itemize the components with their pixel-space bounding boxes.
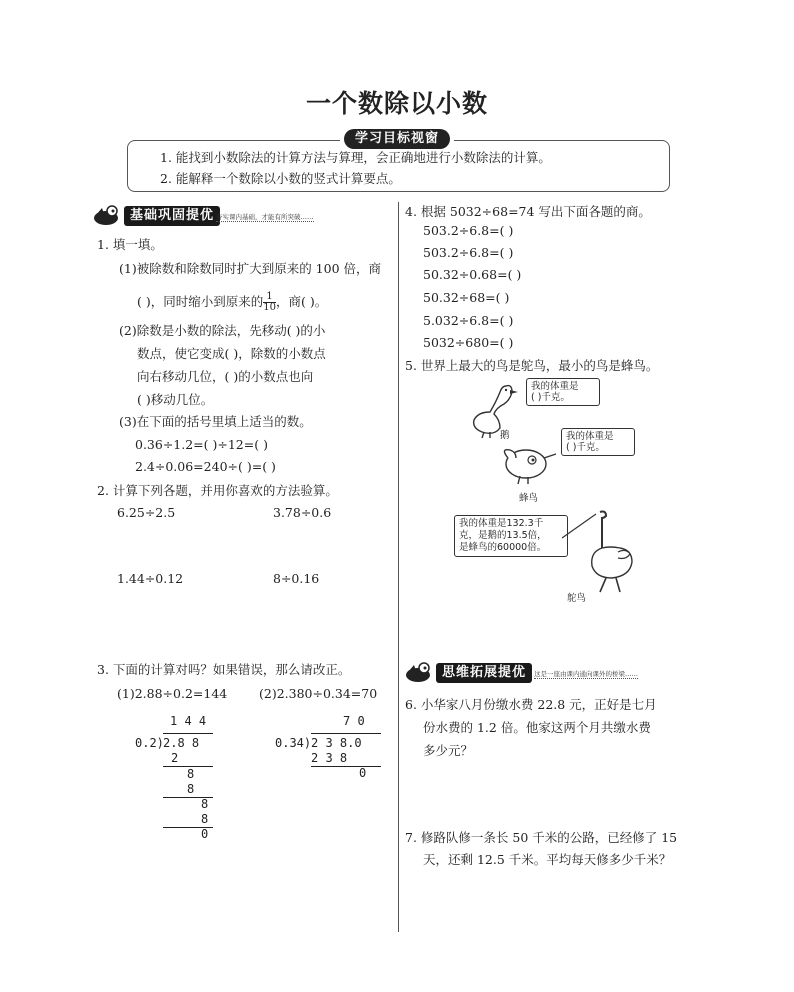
- division-step: 0: [359, 766, 367, 780]
- division-rule: [311, 766, 381, 767]
- division-step: 0: [201, 827, 209, 841]
- bubble-line: 是蜂鸟的60000倍。: [459, 542, 547, 553]
- q4-item: 5.032÷6.8=( ): [423, 313, 514, 328]
- division-quotient: 1 4 4: [170, 714, 207, 728]
- division-divisor: 0.2): [135, 736, 164, 750]
- goal-item: 1. 能找到小数除法的计算方法与算理，会正确地进行小数除法的计算。: [160, 150, 551, 165]
- division-step: 2 3 8: [311, 751, 348, 765]
- column-divider: [398, 202, 399, 932]
- division-bar: [163, 733, 213, 734]
- fraction-numerator: 1: [263, 292, 276, 303]
- bubble-line: 我的体重是: [566, 431, 614, 442]
- question-4-title: 4. 根据 5032÷68=74 写出下面各题的商。: [405, 204, 651, 219]
- q1-part3-line: (3)在下面的括号里填上适当的数。: [119, 414, 312, 429]
- question-6-line: 份水费的 1.2 倍。他家这两个月共缴水费: [423, 720, 651, 735]
- page-title: 一个数除以小数: [305, 89, 488, 118]
- q1-part3-equation: 0.36÷1.2=( )÷12=( ): [135, 437, 268, 452]
- q2-item: 1.44÷0.12: [117, 571, 184, 586]
- question-6-line: 多少元？: [423, 743, 474, 758]
- division-bar: [311, 733, 381, 734]
- goal-item: 2. 能解释一个数除以小数的竖式计算要点。: [160, 171, 401, 186]
- ostrich-speech-bubble: [454, 515, 568, 557]
- division-dividend: 2.8 8: [163, 736, 200, 750]
- q3-item-a: (1)2.88÷0.2=144: [117, 686, 228, 701]
- hummingbird-illustration: [498, 440, 558, 488]
- division-step: 8: [201, 812, 209, 826]
- bubble-line: ( )千克。: [531, 392, 570, 403]
- division-divisor: 0.34): [275, 736, 312, 750]
- section-title: 思维拓展提优: [436, 663, 532, 683]
- mascot-icon: [404, 662, 436, 684]
- q1-part2-line: 向右移动几位，( )的小数点也向: [137, 369, 314, 384]
- division-dividend: 2 3 8.0: [311, 736, 362, 750]
- q1-part2-line: (2)除数是小数的除法，先移动( )的小: [119, 323, 326, 338]
- fraction-denominator: 10: [263, 302, 276, 313]
- bubble-line: ( )千克。: [566, 442, 605, 453]
- q2-item: 3.78÷0.6: [273, 505, 332, 520]
- q4-item: 503.2÷6.8=( ): [423, 245, 514, 260]
- q2-item: 8÷0.16: [273, 571, 320, 586]
- goose-label: 鹅: [500, 430, 510, 441]
- q1-part3-equation: 2.4÷0.06=240÷( )=( ): [135, 459, 276, 474]
- q4-item: 5032÷680=( ): [423, 335, 514, 350]
- bubble-line: 我的体重是132.3千: [459, 518, 544, 529]
- q4-item: 50.32÷68=( ): [423, 290, 510, 305]
- q1-part2-line: ( )移动几位。: [137, 392, 214, 407]
- q1-part1-line: (1)被除数和除数同时扩大到原来的 100 倍，商: [119, 261, 382, 276]
- division-step: 8: [187, 767, 195, 781]
- goose-illustration: [466, 380, 526, 440]
- fraction: [263, 292, 276, 313]
- q1-part2-line: 数点，使它变成( )，除数的小数点: [137, 346, 326, 361]
- goals-badge-label: 学习目标视窗: [344, 129, 450, 149]
- question-5-title: 5. 世界上最大的鸟是鸵鸟，最小的鸟是蜂鸟。: [405, 358, 659, 373]
- question-3-title: 3. 下面的计算对吗？如果错误，那么请改正。: [97, 662, 351, 677]
- section-title: 基础巩固提优: [124, 206, 220, 226]
- bubble-line: 克，是鹅的13.5倍，: [459, 530, 547, 541]
- division-step: 8: [201, 797, 209, 811]
- q1-part1-text: ，商( )。: [275, 294, 328, 309]
- q4-item: 50.32÷0.68=( ): [423, 267, 522, 282]
- division-step: 2: [171, 751, 179, 765]
- goose-speech-bubble: [526, 378, 600, 406]
- question-1-title: 1. 填一填。: [97, 237, 163, 252]
- q1-part1-line: [137, 292, 327, 313]
- division-quotient: 7 0: [343, 714, 365, 728]
- question-7-line: 天，还剩 12.5 千米。平均每天修多少千米？: [423, 852, 672, 867]
- mascot-icon: [92, 205, 124, 227]
- hummingbird-label: 蜂鸟: [519, 493, 539, 504]
- bubble-line: 我的体重是: [531, 381, 579, 392]
- goals-badge: [340, 129, 454, 149]
- division-step: 8: [187, 782, 195, 796]
- q4-item: 503.2÷6.8=( ): [423, 223, 514, 238]
- q1-part1-text: ( )，同时缩小到原来的: [137, 294, 264, 309]
- ostrich-label: 鸵鸟: [567, 593, 587, 604]
- section-subtitle: 这是一座由课内通向课外的桥梁……: [534, 670, 638, 678]
- hummingbird-speech-bubble: [561, 428, 635, 456]
- section-header-extension: [404, 662, 734, 684]
- question-2-title: 2. 计算下列各题，并用你喜欢的方法验算。: [97, 483, 338, 498]
- section-subtitle: 夯实课内基础，才能有所突破……: [216, 213, 314, 221]
- question-7-line: 7. 修路队修一条长 50 千米的公路，已经修了 15: [405, 830, 678, 845]
- ostrich-illustration: [560, 508, 650, 598]
- section-header-basic: [92, 205, 392, 227]
- question-6-line: 6. 小华家八月份缴水费 22.8 元，正好是七月: [405, 697, 657, 712]
- q3-item-b: (2)2.380÷0.34=70: [259, 686, 378, 701]
- q2-item: 6.25÷2.5: [117, 505, 176, 520]
